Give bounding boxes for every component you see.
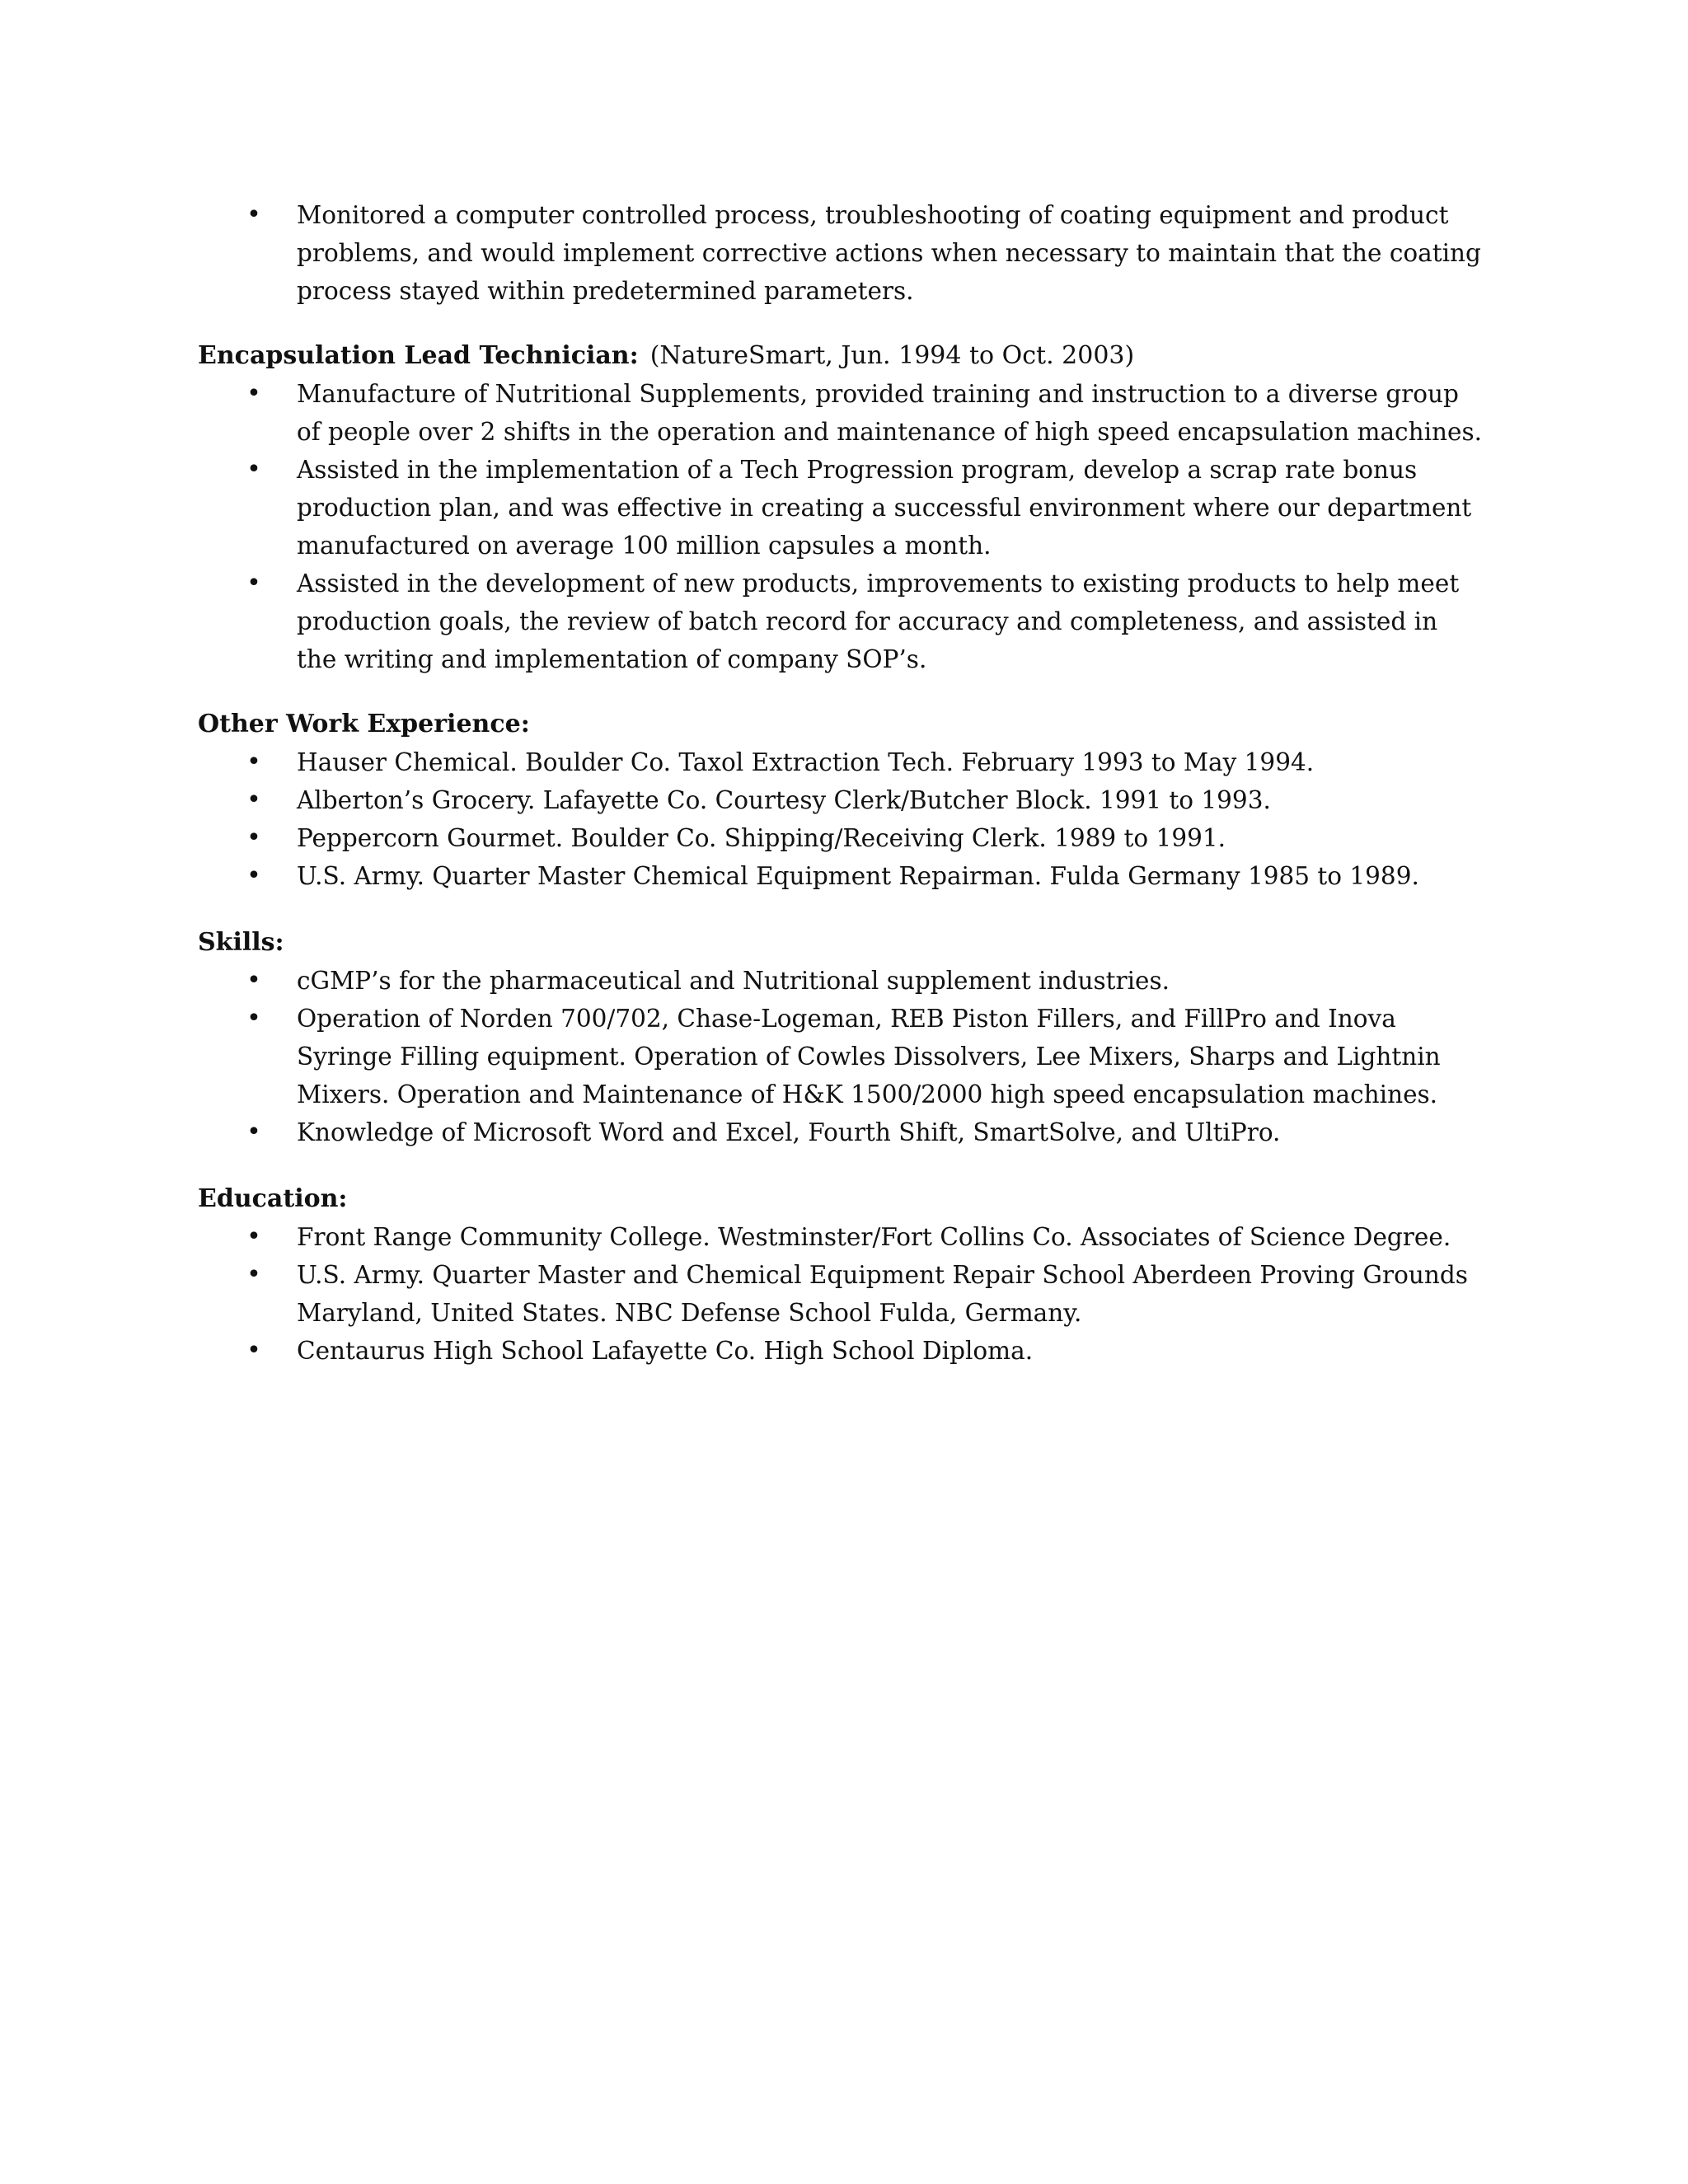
other-work-heading: Other Work Experience: [198, 710, 530, 738]
other-work-bullet-list [198, 743, 1484, 895]
bullet-icon: • [246, 1336, 261, 1365]
bullet-icon: • [246, 1260, 261, 1289]
bullet-text: Front Range Community College. Westminster/Fort Collins Co. Associates of Science Degree. [297, 1223, 1451, 1251]
bullet-icon: • [246, 861, 261, 890]
list-item [198, 1332, 1484, 1370]
bullet-icon: • [246, 569, 261, 598]
encapsulation-heading-line [198, 337, 1484, 375]
list-item [198, 857, 1484, 895]
bullet-text: Operation of Norden 700/702, Chase-Logeman, REB Piston Fillers, and FillPro and Inova Syringe Filling equipment. Operation of Cowles Dissolvers, Lee Mixers, Sharps and Lightnin Mixers. Operation and Maintenance of H&K 1500/2000 high speed encapsulation machines. [297, 1005, 1441, 1108]
education-section [198, 1180, 1484, 1370]
list-item [198, 375, 1484, 451]
resume-page [198, 196, 1484, 1370]
skills-bullet-list [198, 962, 1484, 1151]
list-item [198, 1256, 1484, 1332]
bullet-text: U.S. Army. Quarter Master Chemical Equipment Repairman. Fulda Germany 1985 to 1989. [297, 862, 1419, 890]
other-work-heading-line [198, 705, 1484, 743]
bullet-text: Centaurus High School Lafayette Co. High School Diploma. [297, 1337, 1034, 1365]
list-item [198, 451, 1484, 565]
list-item [198, 1000, 1484, 1113]
list-item [198, 743, 1484, 781]
bullet-icon: • [246, 748, 261, 776]
encapsulation-heading: Encapsulation Lead Technician: [198, 341, 639, 370]
bullet-text: Peppercorn Gourmet. Boulder Co. Shipping/Receiving Clerk. 1989 to 1991. [297, 824, 1226, 852]
list-item [198, 962, 1484, 1000]
other-work-section [198, 705, 1484, 895]
education-heading-line [198, 1180, 1484, 1218]
bullet-icon: • [246, 785, 261, 814]
bullet-text: Assisted in the development of new products, improvements to existing products to help meet production goals, the review of batch record for accuracy and completeness, and assisted in the writing and implementation of company SOP’s. [297, 569, 1460, 673]
skills-heading: Skills: [198, 928, 284, 957]
encapsulation-bullet-list [198, 375, 1484, 678]
bullet-text: Manufacture of Nutritional Supplements, provided training and instruction to a diverse group of people over 2 shifts in the operation and maintenance of high speed encapsulation machines. [297, 380, 1482, 446]
bullet-text: Hauser Chemical. Boulder Co. Taxol Extraction Tech. February 1993 to May 1994. [297, 748, 1315, 776]
bullet-icon: • [246, 1222, 261, 1251]
bullet-icon: • [246, 200, 261, 229]
education-bullet-list [198, 1218, 1484, 1370]
bullet-text: Knowledge of Microsoft Word and Excel, Fourth Shift, SmartSolve, and UltiPro. [297, 1118, 1281, 1146]
list-item [198, 1113, 1484, 1151]
bullet-icon: • [246, 1004, 261, 1033]
bullet-icon: • [246, 379, 261, 408]
skills-heading-line [198, 924, 1484, 962]
bullet-text: U.S. Army. Quarter Master and Chemical Equipment Repair School Aberdeen Proving Grounds Maryland, United States. NBC Defense School Fulda, Germany. [297, 1261, 1468, 1327]
coating-experience-section [198, 196, 1484, 310]
bullet-text: cGMP’s for the pharmaceutical and Nutritional supplement industries. [297, 967, 1170, 995]
encapsulation-section [198, 337, 1484, 678]
bullet-icon: • [246, 966, 261, 995]
bullet-icon: • [246, 455, 261, 484]
education-heading: Education: [198, 1184, 348, 1213]
encapsulation-detail: (NatureSmart, Jun. 1994 to Oct. 2003) [649, 341, 1135, 370]
list-item [198, 819, 1484, 857]
bullet-text: Assisted in the implementation of a Tech Progression program, develop a scrap rate bonus production plan, and was effective in creating a successful environment where our department manufactured on average 100 million capsules a month. [297, 456, 1472, 560]
list-item [198, 781, 1484, 819]
list-item [198, 1218, 1484, 1256]
bullet-icon: • [246, 1118, 261, 1146]
bullet-icon: • [246, 823, 261, 852]
bullet-text: Alberton’s Grocery. Lafayette Co. Courtesy Clerk/Butcher Block. 1991 to 1993. [297, 786, 1271, 814]
bullet-text: Monitored a computer controlled process, troubleshooting of coating equipment and product problems, and would implement corrective actions when necessary to maintain that the coating process stayed within predetermined parameters. [297, 201, 1481, 305]
list-item [198, 565, 1484, 678]
coating-bullet-list [198, 196, 1484, 310]
skills-section [198, 924, 1484, 1151]
list-item [198, 196, 1484, 310]
